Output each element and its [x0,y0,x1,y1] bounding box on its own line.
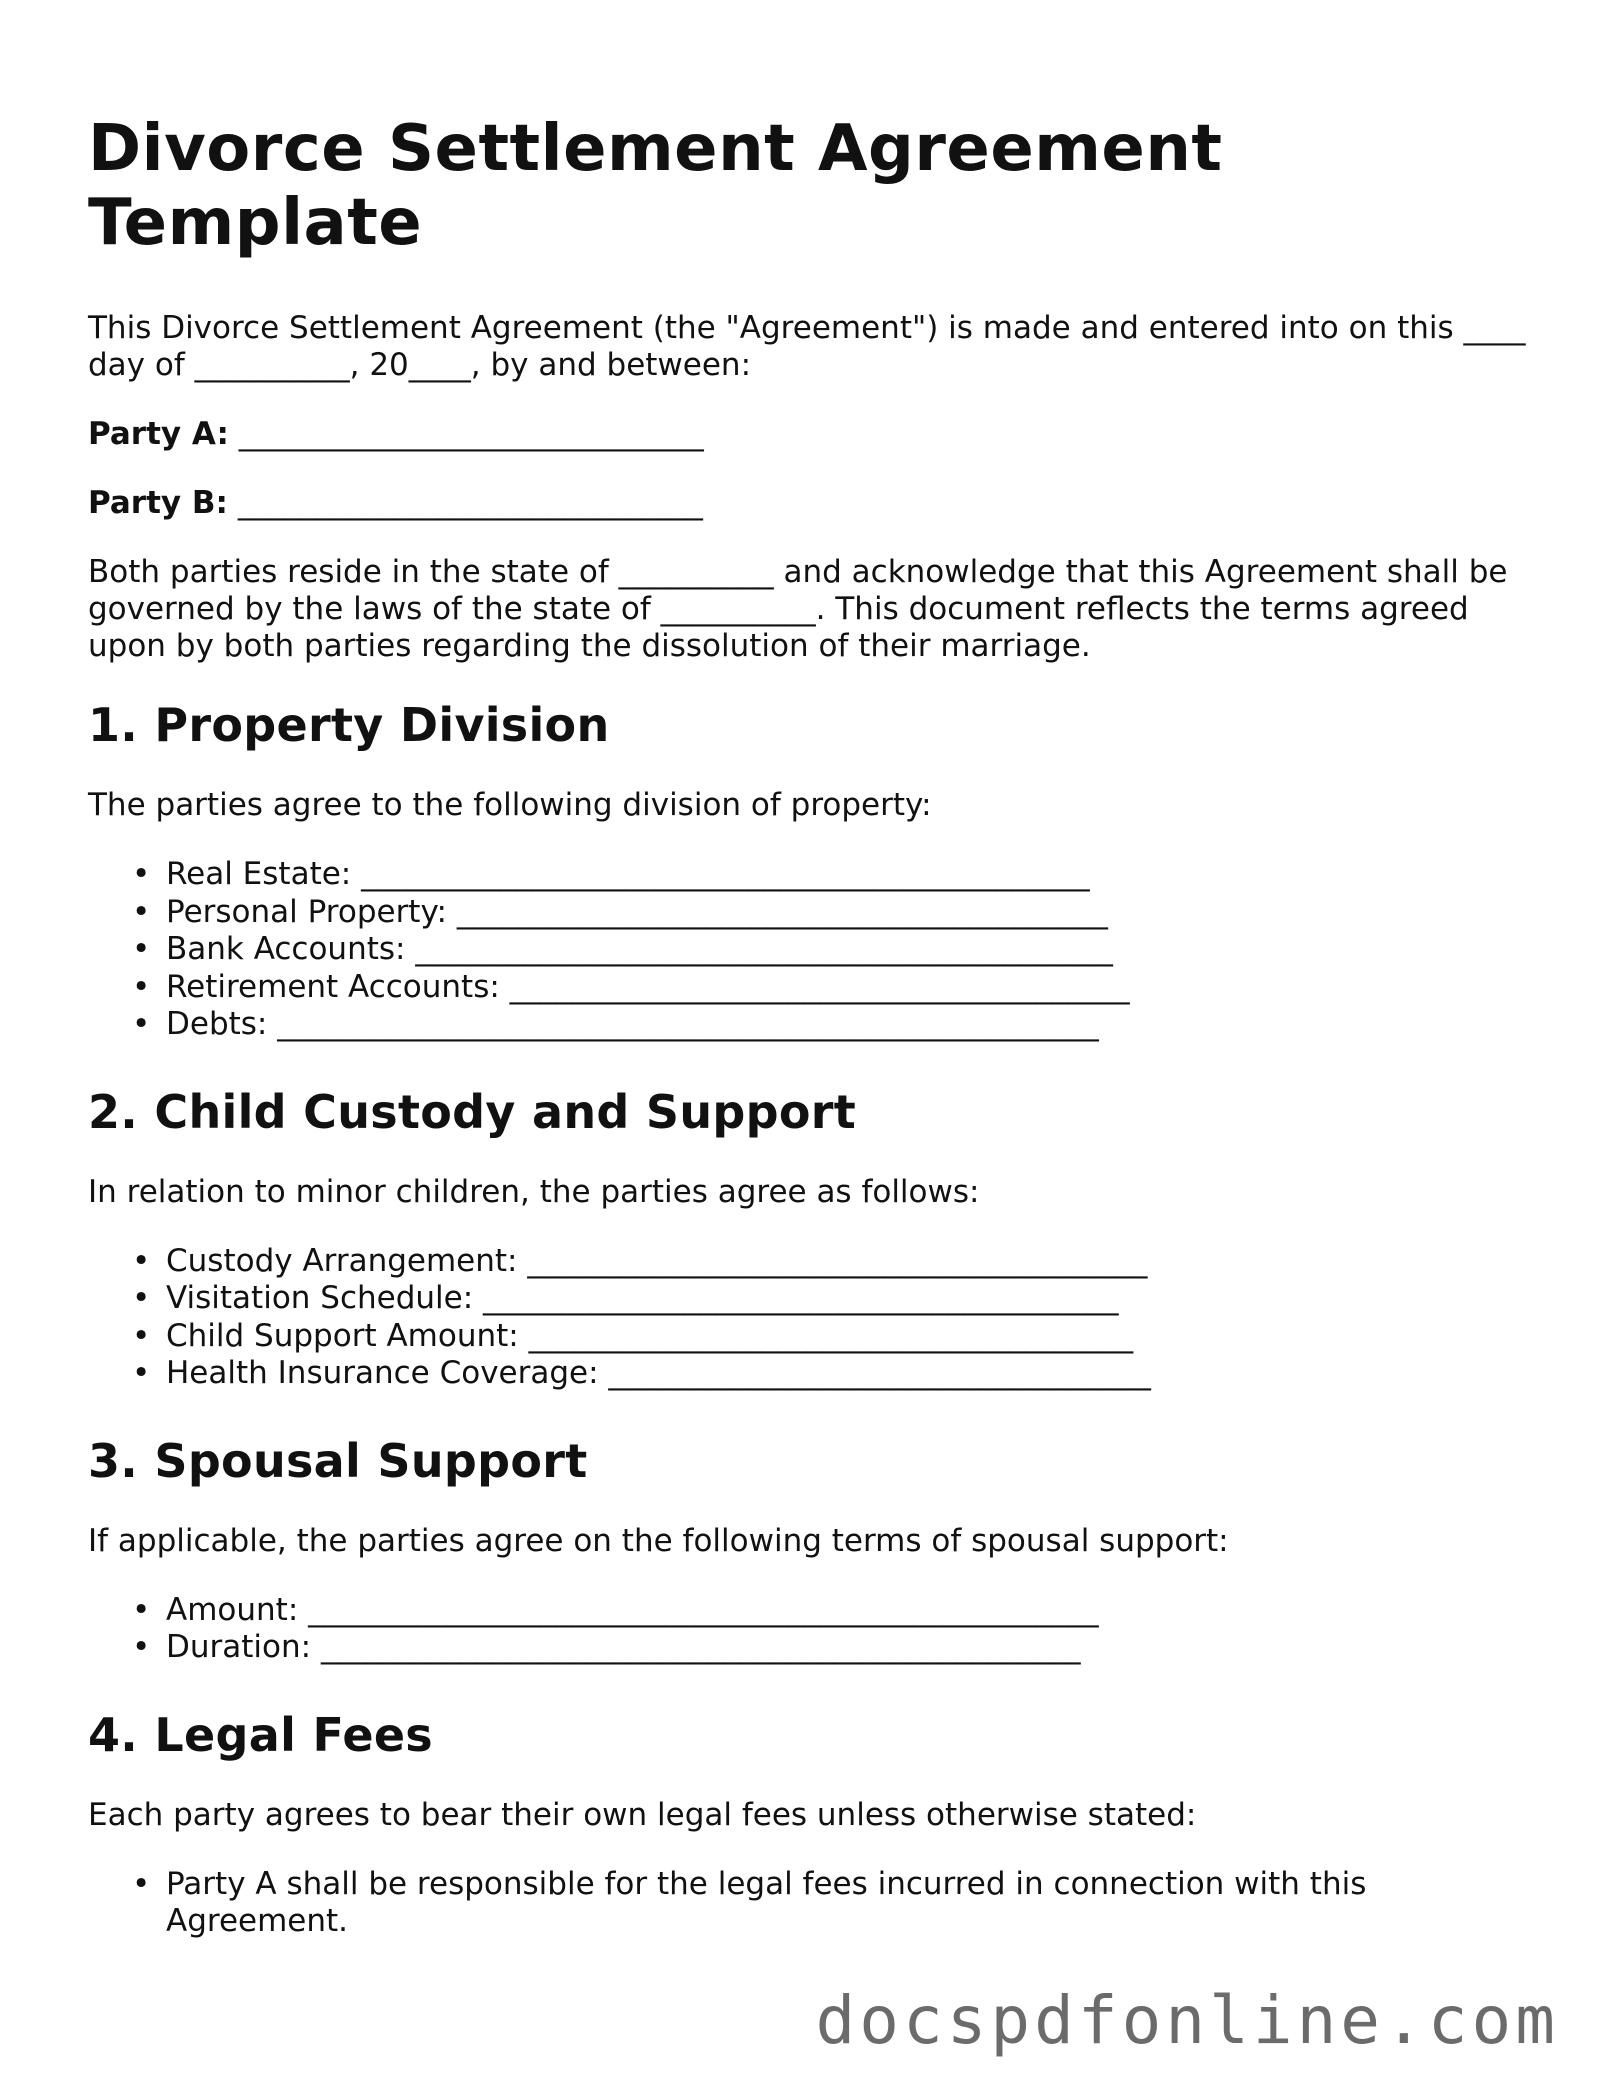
bullet: • [132,1317,151,1354]
list-item-text: Personal Property: __________________________________________ [166,893,1108,930]
custody-list [88,1243,1528,1393]
document-page [88,112,1528,1981]
section-intro: The parties agree to the following division of property: [88,787,932,823]
list-item [88,1006,1528,1044]
section-heading: 2. Child Custody and Support [88,1084,857,1139]
intro-paragraph: This Divorce Settlement Agreement (the "Agreement") is made and entered into on this ____ day of __________, 20____, by and between: [88,310,1526,383]
section-property-division [88,697,1528,1044]
bullet: • [132,856,151,892]
party-b-line [88,485,1528,522]
section-child-custody [88,1084,1528,1393]
bullet: • [132,968,151,1005]
party-a-label: Party A: [88,416,229,452]
list-item-text: Child Support Amount: _______________________________________ [166,1317,1134,1354]
section-heading: 1. Property Division [88,698,610,752]
spousal-support-list [88,1592,1528,1667]
watermark: docspdfonline.com [815,1982,1559,2059]
bullet: • [132,1629,151,1665]
bullet: • [132,893,151,930]
list-item [88,1866,1528,1941]
list-item-text: Party A shall be responsible for the legal fees incurred in connection with this Agreement. [166,1865,1367,1939]
bullet: • [132,1280,151,1316]
list-item [88,1318,1528,1356]
residence-paragraph: Both parties reside in the state of __________ and acknowledge that this Agreement shall be governed by the laws of the state of __________. This document reflects the terms agreed upon by both parties regarding the dissolution of their marriage. [88,554,1508,664]
list-item-text: Duration: _________________________________________________ [166,1629,1081,1665]
section-spousal-support [88,1433,1528,1667]
list-item-text: Amount: ___________________________________________________ [166,1591,1099,1628]
list-item [88,1243,1528,1281]
party-a-line [88,416,1528,453]
list-item [88,856,1528,894]
bullet: • [132,931,151,967]
list-item [88,1629,1528,1667]
list-item [88,894,1528,932]
bullet: • [132,1355,151,1391]
party-a-blank: ______________________________ [238,416,704,452]
party-b-label: Party B: [88,485,228,521]
bullet: • [132,1865,151,1902]
list-item [88,931,1528,969]
property-list [88,856,1528,1044]
document-title: Divorce Settlement Agreement Template [88,112,1223,260]
list-item-text: Debts: _____________________________________________________ [166,1006,1099,1042]
section-heading: 3. Spousal Support [88,1433,588,1488]
list-item-text: Custody Arrangement: ________________________________________ [166,1242,1148,1279]
list-item-text: Health Insurance Coverage: ___________________________________ [166,1355,1151,1391]
bullet: • [132,1006,151,1042]
section-legal-fees [88,1707,1528,1941]
section-heading: 4. Legal Fees [88,1707,433,1762]
list-item [88,1280,1528,1318]
list-item [88,1355,1528,1393]
party-b-blank: ______________________________ [237,485,703,521]
section-intro: Each party agrees to bear their own legal fees unless otherwise stated: [88,1796,1197,1833]
list-item-text: Retirement Accounts: ________________________________________ [166,968,1130,1005]
list-item-text: Real Estate: _______________________________________________ [166,856,1090,892]
section-intro: If applicable, the parties agree on the following terms of spousal support: [88,1522,1229,1559]
bullet: • [132,1591,151,1628]
list-item-text: Visitation Schedule: _________________________________________ [166,1280,1119,1316]
section-intro: In relation to minor children, the parties agree as follows: [88,1173,980,1210]
list-item-text: Bank Accounts: _____________________________________________ [166,931,1113,967]
list-item [88,969,1528,1007]
bullet: • [132,1242,151,1279]
legal-fees-list [88,1866,1528,1941]
list-item [88,1592,1528,1630]
